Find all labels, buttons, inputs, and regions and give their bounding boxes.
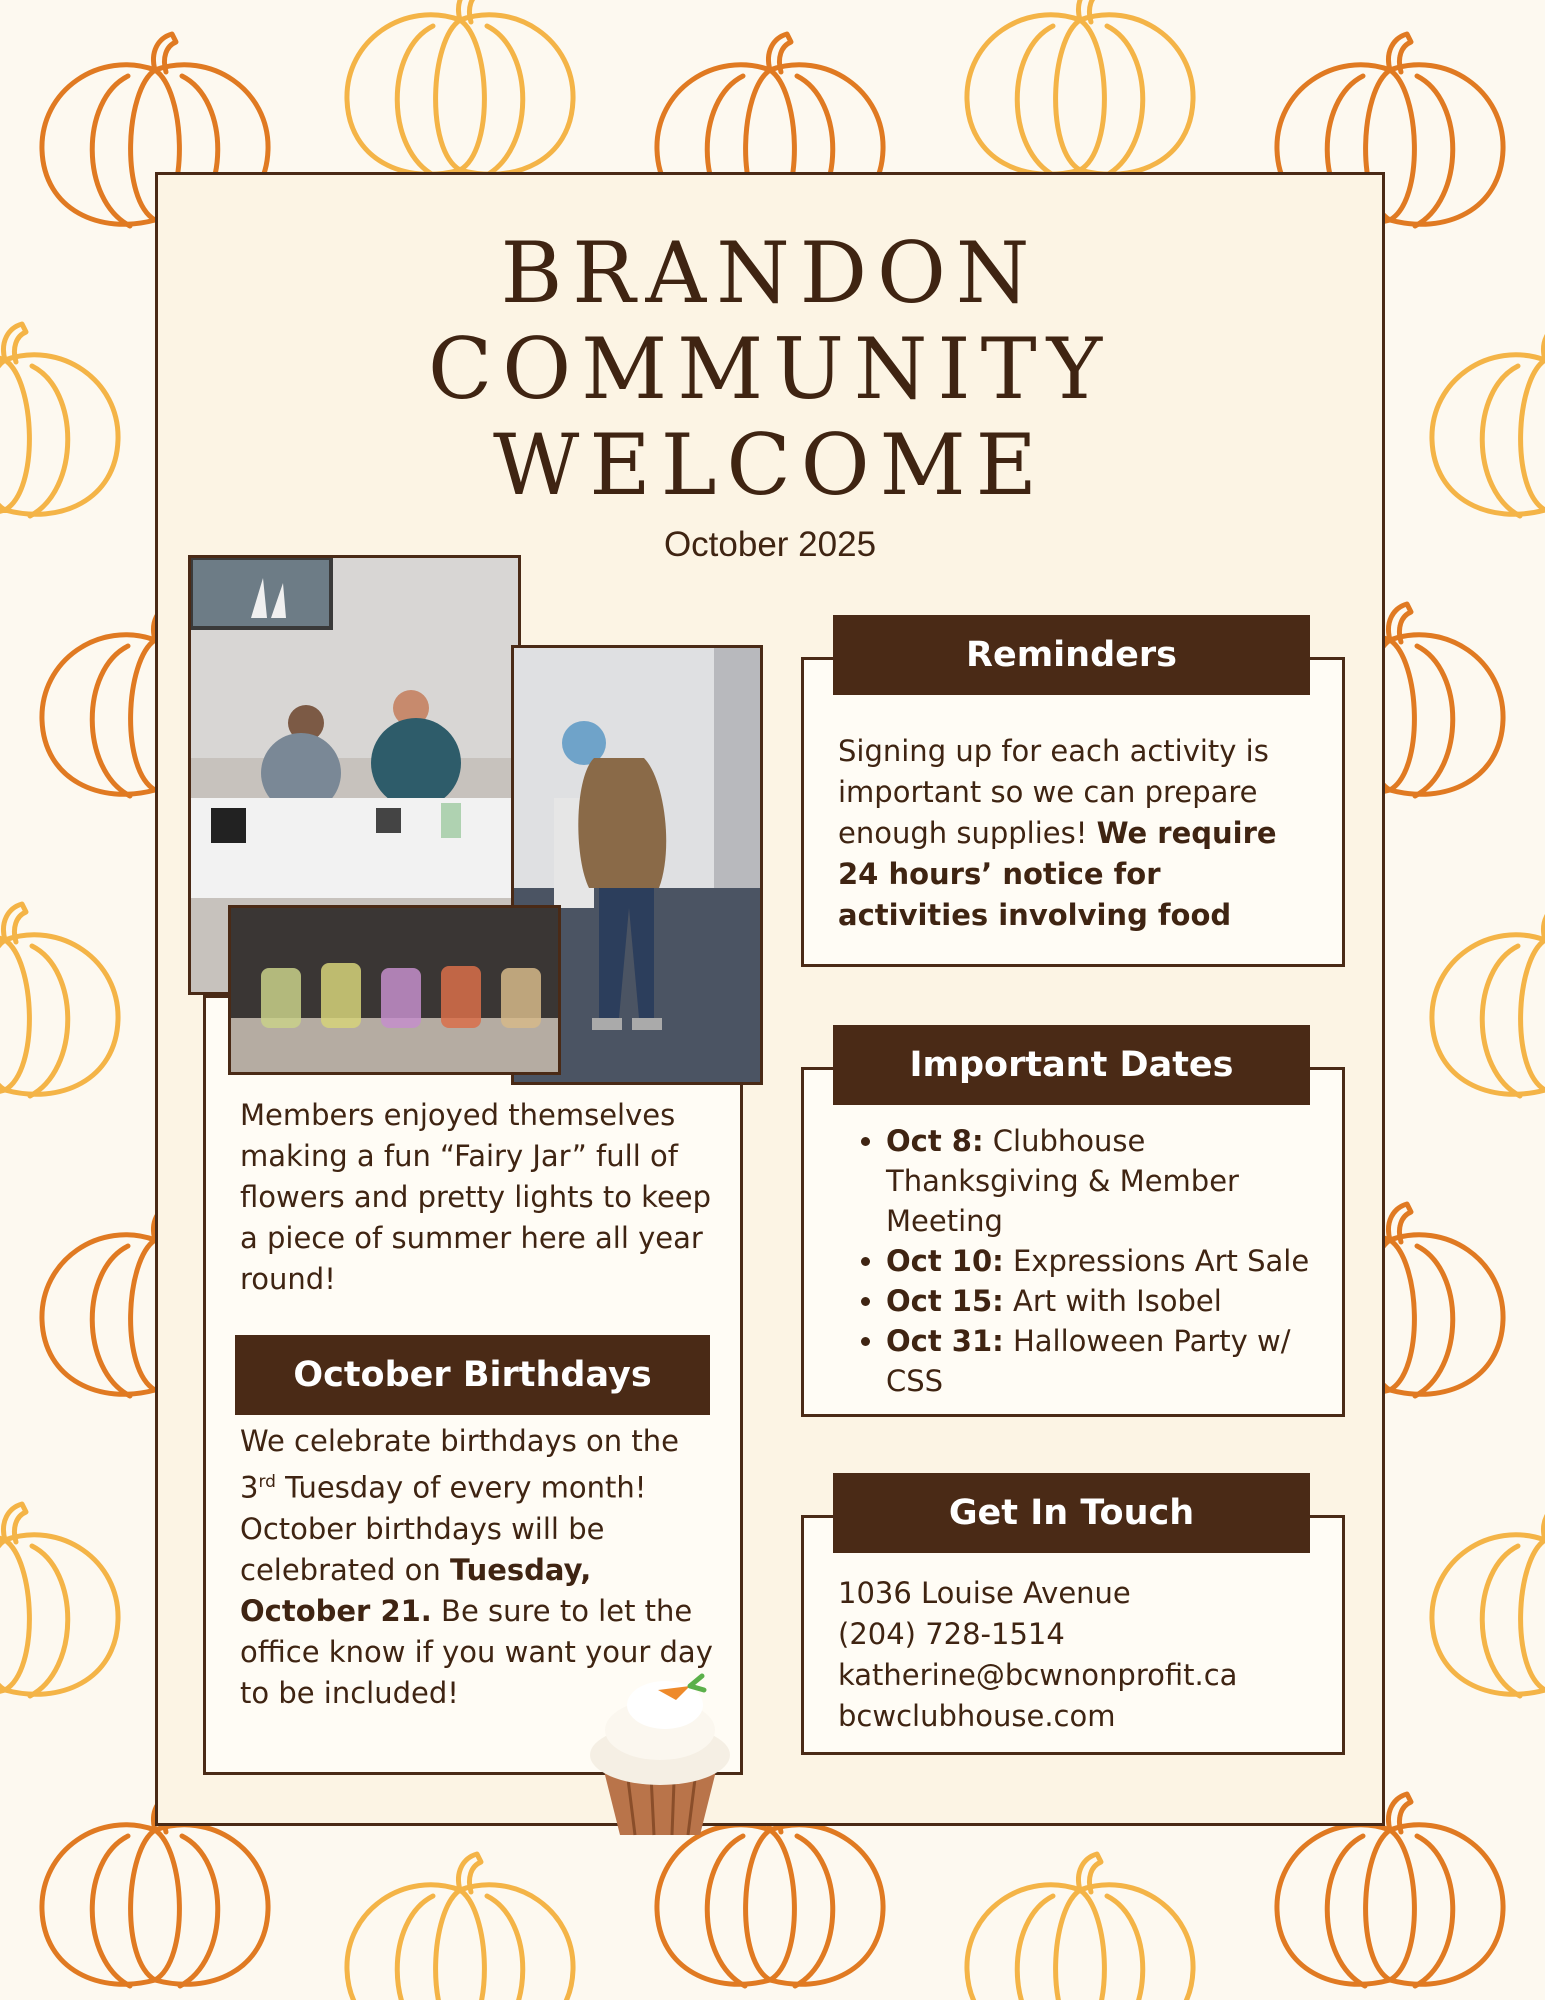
date-event: Expressions Art Sale: [1003, 1244, 1310, 1278]
pumpkin-icon: [0, 324, 118, 516]
reminders-notice: We require 24 hours’ notice for activities involving food: [838, 816, 1277, 932]
pumpkin-icon: [967, 0, 1193, 176]
date-item: [886, 1121, 1346, 1241]
pumpkin-icon: [1432, 1504, 1545, 1696]
pumpkin-icon: [967, 1854, 1193, 2000]
date-item: [886, 1281, 1346, 1321]
birthdays-heading: October Birthdays: [235, 1335, 710, 1415]
pumpkin-icon: [0, 904, 118, 1096]
pumpkin-icon: [347, 1854, 573, 2000]
date-label: Oct 8:: [886, 1124, 984, 1158]
title-line-3: WELCOME: [493, 416, 1047, 514]
fairy-jar-description: Members enjoyed themselves making a fun “Fairy Jar” full of flowers and pretty lights to keep a piece of summer here all year round!: [240, 1098, 712, 1296]
fairy-jars-photo: [228, 905, 561, 1075]
pumpkin-icon: [1432, 324, 1545, 516]
title-line-2: COMMUNITY: [427, 320, 1113, 418]
birthdays-text-1: We celebrate birthdays on the 3: [240, 1424, 679, 1505]
important-dates-list: [838, 1121, 1346, 1401]
fairy-jars-image: [231, 908, 561, 1075]
date-event: Halloween Party w/ CSS: [886, 1324, 1291, 1398]
important-dates-heading: Important Dates: [833, 1025, 1310, 1105]
contact-details: [838, 1573, 1318, 1737]
date-item: [886, 1241, 1346, 1281]
birthdays-text-2: Tuesday of every month! October birthdays will be celebrated on: [240, 1470, 647, 1587]
date-item: [886, 1321, 1346, 1401]
reminders-text: [838, 731, 1318, 936]
contact-address: 1036 Louise Avenue: [838, 1576, 1131, 1610]
contact-email[interactable]: katherine@bcwnonprofit.ca: [838, 1658, 1238, 1692]
contact-heading: Get In Touch: [833, 1473, 1310, 1553]
cupcake-icon: [580, 1660, 740, 1840]
date-event: Art with Isobel: [1003, 1284, 1222, 1318]
reminders-heading: Reminders: [833, 615, 1310, 695]
newsletter-date: October 2025: [663, 525, 877, 564]
contact-phone[interactable]: (204) 728-1514: [838, 1617, 1065, 1651]
date-event: Clubhouse Thanksgiving & Member Meeting: [886, 1124, 1239, 1238]
pumpkin-icon: [0, 1504, 118, 1696]
title-line-1: BRANDON: [500, 224, 1040, 322]
contact-website[interactable]: bcwclubhouse.com: [838, 1699, 1116, 1733]
newsletter-frame: [155, 172, 1385, 1826]
birthdays-text-3: Be sure to let the office know if you want your day to be included!: [240, 1593, 713, 1710]
birthdays-text-sup: rd: [258, 1472, 276, 1492]
pumpkin-icon: [347, 0, 573, 176]
date-label: Oct 31:: [886, 1324, 1004, 1358]
date-label: Oct 15:: [886, 1284, 1004, 1318]
pumpkin-icon: [1432, 904, 1545, 1096]
birthdays-date: Tuesday, October 21.: [240, 1552, 592, 1628]
date-label: Oct 10:: [886, 1244, 1004, 1278]
reminders-body: Signing up for each activity is important so we can prepare enough supplies!: [838, 734, 1269, 850]
